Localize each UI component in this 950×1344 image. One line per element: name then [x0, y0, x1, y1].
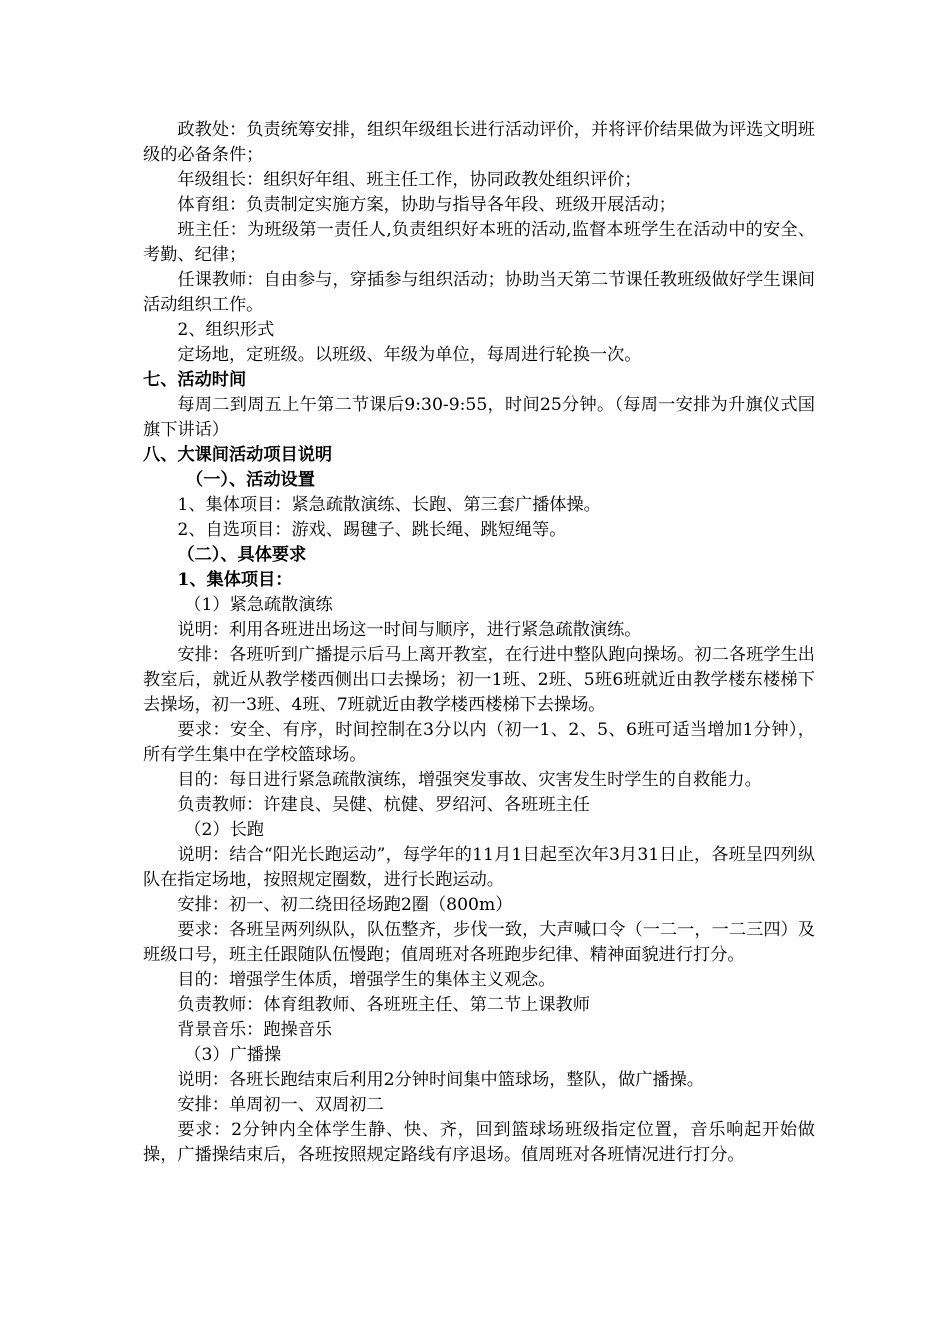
item-evacuation-drill: （1）紧急疏散演练: [184, 595, 333, 615]
paragraph-class-teacher: 班主任：为班级第一责任人,负责组织好本班的活动,监督本班学生在活动中的安全、考勤、纪律；: [143, 220, 815, 265]
paragraph-run-description: 说明：结合“阳光长跑运动”，每学年的11月1日起至次年3月31日止，各班呈四列纵队在指定场地，按照规定圈数，进行长跑运动。: [143, 845, 815, 890]
paragraph-run-teachers: 负责教师：体育组教师、各班班主任、第二节上课教师: [177, 995, 590, 1015]
document-page: [143, 118, 815, 1168]
item-long-run: （2）长跑: [184, 820, 264, 840]
paragraph-exercise-requirement: 要求：2分钟内全体学生静、快、齐，回到篮球场班级指定位置，音乐响起开始做操，广播操结束后，各班按照规定路线有序退场。值周班对各班情况进行打分。: [143, 1120, 815, 1165]
paragraph-drill-description: 说明：利用各班进出场这一时间与顺序，进行紧急疏散演练。: [177, 620, 642, 640]
paragraph-drill-teachers: 负责教师：许建良、吴健、杭健、罗绍河、各班班主任: [177, 795, 590, 815]
subheading-activity-setup: （一）、活动设置: [186, 470, 315, 490]
heading-activity-items: 八、大课间活动项目说明: [143, 445, 333, 465]
paragraph-activity-time: 每周二到周五上午第二节课后9:30-9:55，时间25分钟。（每周一安排为升旗仪式国旗下讲话）: [143, 395, 815, 440]
paragraph-drill-arrangement: 安排：各班听到广播提示后马上离开教室，在行进中整队跑向操场。初二各班学生出教室后，就近从教学楼西侧出口去操场；初一1班、2班、5班6班就近由教学楼东楼梯下去操场，初一3班、4班、7班就近由教学楼西楼梯下去操场。: [143, 645, 815, 715]
paragraph-political-office: 政教处：负责统筹安排，组织年级组长进行活动评价，并将评价结果做为评选文明班级的必备条件；: [143, 120, 815, 165]
subheading-collective-items: 1、集体项目：: [177, 570, 293, 590]
paragraph-run-music: 背景音乐：跑操音乐: [177, 1020, 333, 1040]
paragraph-collective-items: 1、集体项目：紧急疏散演练、长跑、第三套广播体操。: [177, 495, 601, 515]
subheading-specific-requirements: （二）、具体要求: [177, 545, 307, 565]
paragraph-exercise-description: 说明：各班长跑结束后利用2分钟时间集中篮球场，整队，做广播操。: [177, 1070, 704, 1090]
paragraph-subject-teacher: 任课教师：自由参与，穿插参与组织活动；协助当天第二节课任教班级做好学生课间活动组织工作。: [143, 270, 815, 315]
paragraph-pe-group: 体育组：负责制定实施方案，协助与指导各年段、班级开展活动；: [177, 195, 676, 215]
paragraph-run-arrangement: 安排：初一、初二绕田径场跑2圈（800m）: [177, 895, 513, 915]
paragraph-run-requirement: 要求：各班呈两列纵队，队伍整齐，步伐一致，大声喊口令（一二一，一二三四）及班级口号，班主任跟随队伍慢跑；值周班对各班跑步纪律、精神面貌进行打分。: [143, 920, 815, 965]
paragraph-drill-requirement: 要求：安全、有序，时间控制在3分以内（初一1、2、5、6班可适当增加1分钟），所有学生集中在学校篮球场。: [143, 720, 815, 765]
paragraph-organization-form: 定场地，定班级。以班级、年级为单位，每周进行轮换一次。: [177, 345, 642, 365]
heading-activity-time: 七、活动时间: [143, 370, 247, 390]
paragraph-optional-items: 2、自选项目：游戏、踢毽子、跳长绳、跳短绳等。: [177, 520, 567, 540]
paragraph-grade-leader: 年级组长：组织好年组、班主任工作，协同政教处组织评价；: [177, 170, 642, 190]
paragraph-organization-form-title: 2、组织形式: [177, 320, 275, 340]
item-broadcast-exercise: （3）广播操: [184, 1045, 282, 1065]
paragraph-drill-purpose: 目的：每日进行紧急疏散演练，增强突发事故、灾害发生时学生的自救能力。: [177, 770, 762, 790]
paragraph-exercise-arrangement: 安排：单周初一、双周初二: [177, 1095, 384, 1115]
paragraph-run-purpose: 目的：增强学生体质，增强学生的集体主义观念。: [177, 970, 556, 990]
